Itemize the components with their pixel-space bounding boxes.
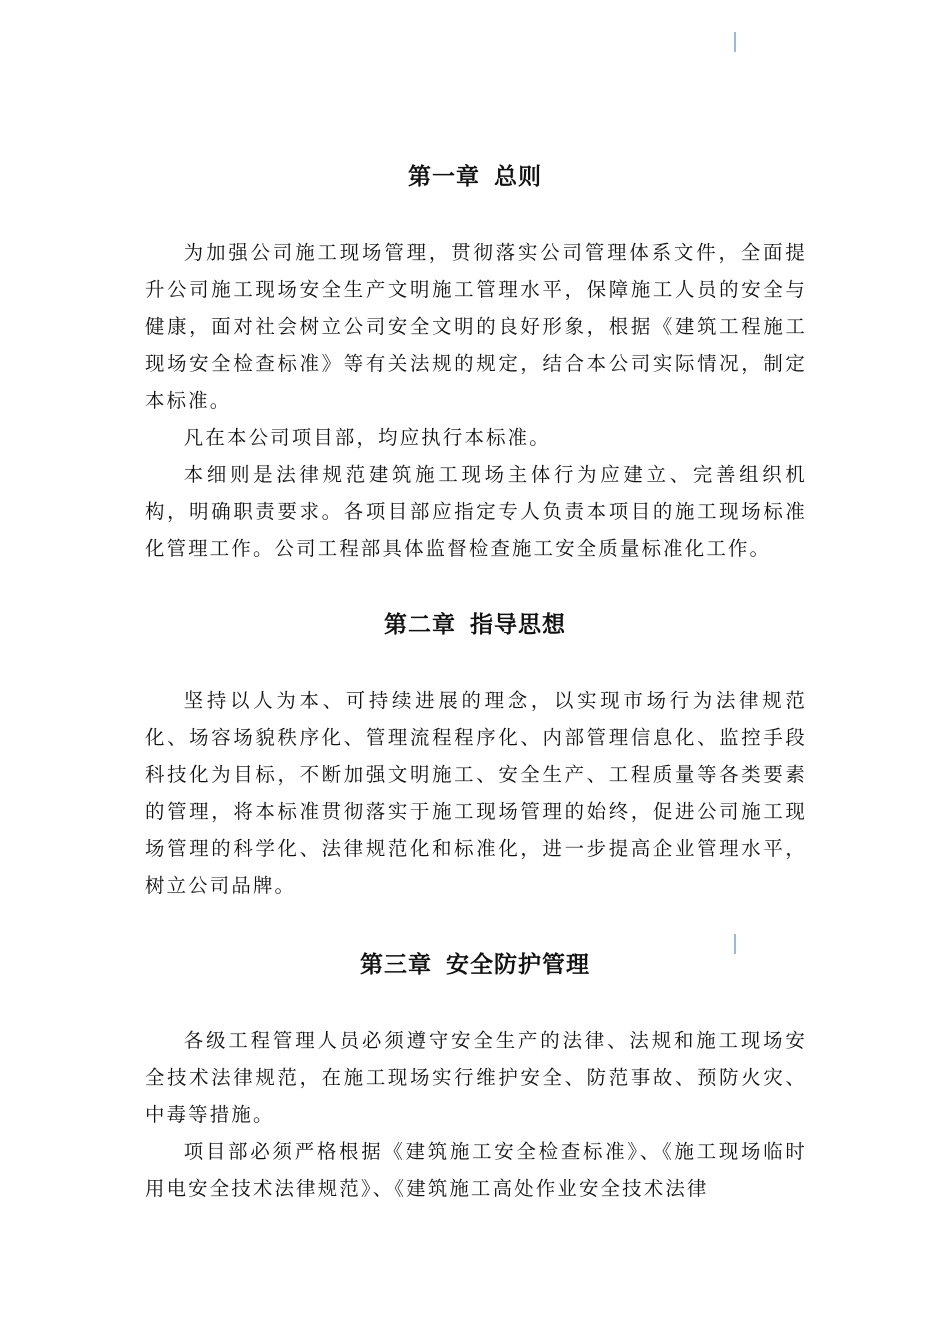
chapter-1-number: 第一章 <box>408 164 480 190</box>
chapter-3-number: 第三章 <box>360 952 432 978</box>
chapter-2-body <box>145 682 807 904</box>
chapter-2-number: 第二章 <box>384 612 456 638</box>
paragraph: 项目部必须严格根据《建筑施工安全检查标准》、《施工现场临时用电安全技术法律规范》、《建筑施工高处作业安全技术法律 <box>145 1140 807 1200</box>
chapter-2-title: 指导思想 <box>470 612 566 638</box>
paragraph: 凡在本公司项目部，均应执行本标准。 <box>183 426 551 449</box>
paragraph: 本细则是法律规范建筑施工现场主体行为应建立、完善组织机构，明确职责要求。各项目部应指定专人负责本项目的施工现场标准化管理工作。公司工程部具体监督检查施工安全质量标准化工作。 <box>145 463 807 560</box>
chapter-3-title: 安全防护管理 <box>446 952 590 978</box>
chapter-1-heading <box>0 162 950 192</box>
paragraph: 坚持以人为本、可持续进展的理念，以实现市场行为法律规范化、场容场貌秩序化、管理流程程序化、内部管理信息化、监控手段科技化为目标，不断加强文明施工、安全生产、工程质量等各类要素的管理，将本标准贯彻落实于施工现场管理的始终，促进公司施工现场管理的科学化、法律规范化和标准化，进一步提高企业管理水平，树立公司品牌。 <box>145 689 807 897</box>
paragraph: 各级工程管理人员必须遵守安全生产的法律、法规和施工现场安全技术法律规范，在施工现场实行维护安全、防范事故、预防火灾、中毒等措施。 <box>145 1029 807 1126</box>
chapter-3-heading <box>0 950 950 980</box>
chapter-2-heading <box>0 610 950 640</box>
chapter-3-body <box>145 1022 807 1207</box>
paragraph: 为加强公司施工现场管理，贯彻落实公司管理体系文件，全面提升公司施工现场安全生产文明施工管理水平，保障施工人员的安全与健康，面对社会树立公司安全文明的良好形象，根据《建筑工程施工现场安全检查标准》等有关法规的规定，结合本公司实际情况，制定本标准。 <box>145 241 807 412</box>
text-cursor-marker <box>734 32 736 52</box>
chapter-1-body <box>145 234 807 567</box>
chapter-1-title: 总则 <box>494 164 542 190</box>
